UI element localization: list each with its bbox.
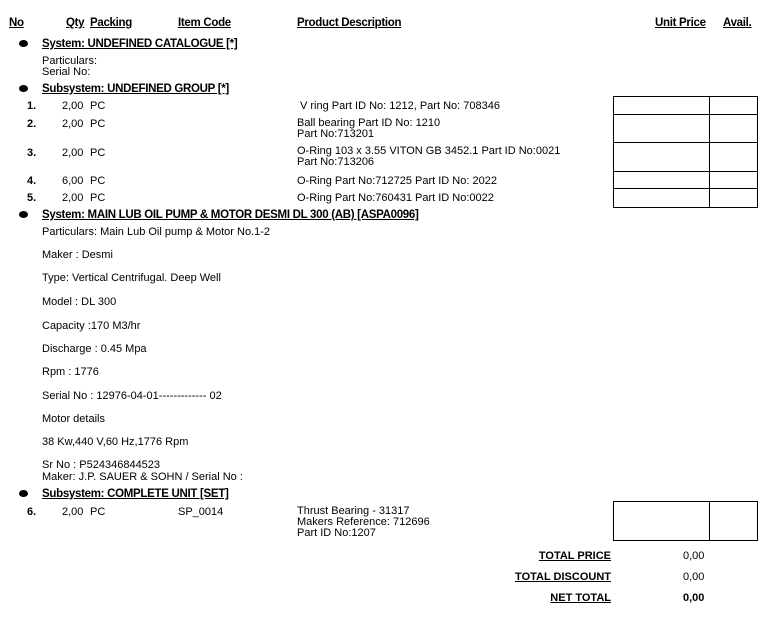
detail-line: Particulars: Main Lub Oil pump & Motor No.1-2	[42, 226, 271, 238]
item-no: 2.	[27, 118, 37, 130]
total-price-value: 0,00	[683, 550, 705, 562]
detail-line: Serial No : 12976-04-01------------- 02	[42, 390, 222, 402]
particulars-label: Particulars:	[42, 55, 98, 67]
item-packing: PC	[90, 175, 106, 187]
detail-line: Discharge : 0.45 Mpa	[42, 343, 147, 355]
detail-line: 38 Kw,440 V,60 Hz,1776 Rpm	[42, 436, 189, 448]
item-no: 3.	[27, 147, 37, 159]
item-description: Ball bearing Part ID No: 1210	[297, 117, 441, 129]
item-description: O-Ring 103 x 3.55 VITON GB 3452.1 Part ID No:0021	[297, 145, 561, 157]
detail-line: Maker: J.P. SAUER & SOHN / Serial No :	[42, 471, 243, 483]
item-qty: 2,00	[62, 192, 84, 204]
section-title-pump: System: MAIN LUB OIL PUMP & MOTOR DESMI DL 300 (AB) [ASPA0096]	[42, 209, 419, 221]
header-qty: Qty	[66, 17, 85, 29]
header-packing: Packing	[90, 17, 133, 29]
item-description-line3: Part ID No:1207	[297, 527, 376, 539]
detail-line: Capacity :170 M3/hr	[42, 320, 141, 332]
detail-line: Rpm : 1776	[42, 366, 99, 378]
price-grid-row-line	[613, 142, 758, 143]
item-qty: 2,00	[62, 147, 84, 159]
total-discount-value: 0,00	[683, 571, 705, 583]
header-product-description: Product Description	[297, 17, 402, 29]
item-qty: 6,00	[62, 175, 84, 187]
item-qty: 2,00	[62, 100, 84, 112]
item-packing: PC	[90, 506, 106, 518]
item-no: 6.	[27, 506, 37, 518]
item-description: O-Ring Part No:760431 Part ID No:0022	[297, 192, 494, 204]
detail-line: Sr No : P524346844523	[42, 459, 161, 471]
price-grid-row-line	[613, 171, 758, 172]
detail-line: Maker : Desmi	[42, 249, 113, 261]
item-packing: PC	[90, 192, 106, 204]
item-description-line2: Makers Reference: 712696	[297, 516, 430, 528]
price-grid-row-line	[613, 188, 758, 189]
header-unit-price: Unit Price	[655, 17, 706, 29]
header-avail: Avail.	[723, 17, 752, 29]
bullet-icon	[19, 490, 28, 497]
detail-line: Type: Vertical Centrifugal. Deep Well	[42, 272, 221, 284]
section-title-catalogue: System: UNDEFINED CATALOGUE [*]	[42, 38, 238, 50]
net-total-value: 0,00	[683, 592, 705, 604]
section-title-group: Subsystem: UNDEFINED GROUP [*]	[42, 83, 229, 95]
price-grid-divider	[709, 96, 710, 208]
serial-label: Serial No:	[42, 66, 91, 78]
price-grid	[613, 96, 758, 208]
price-grid-divider	[709, 501, 710, 541]
net-total-label: NET TOTAL	[550, 592, 611, 604]
item-qty: 2,00	[62, 506, 84, 518]
total-price-label: TOTAL PRICE	[538, 550, 611, 562]
item-packing: PC	[90, 147, 106, 159]
item-packing: PC	[90, 100, 106, 112]
item-no: 5.	[27, 192, 37, 204]
bullet-icon	[19, 40, 28, 47]
price-grid-row-line	[613, 114, 758, 115]
detail-line: Motor details	[42, 413, 105, 425]
item-description-line2: Part No:713201	[297, 128, 375, 140]
section-title-complete-unit: Subsystem: COMPLETE UNIT [SET]	[42, 488, 229, 500]
item-description: O-Ring Part No:712725 Part ID No: 2022	[297, 175, 497, 187]
item-description-line2: Part No:713206	[297, 156, 375, 168]
item-no: 1.	[27, 100, 37, 112]
item-no: 4.	[27, 175, 37, 187]
item-code: SP_0014	[178, 506, 224, 518]
price-grid	[613, 501, 758, 541]
item-packing: PC	[90, 118, 106, 130]
header-item-code: Item Code	[178, 17, 231, 29]
detail-line: Model : DL 300	[42, 296, 117, 308]
item-description: Thrust Bearing - 31317	[297, 505, 410, 517]
item-qty: 2,00	[62, 118, 84, 130]
bullet-icon	[19, 85, 28, 92]
item-description: V ring Part ID No: 1212, Part No: 708346	[300, 100, 500, 112]
bullet-icon	[19, 211, 28, 218]
header-no: No	[9, 17, 24, 29]
total-discount-label: TOTAL DISCOUNT	[515, 571, 611, 583]
